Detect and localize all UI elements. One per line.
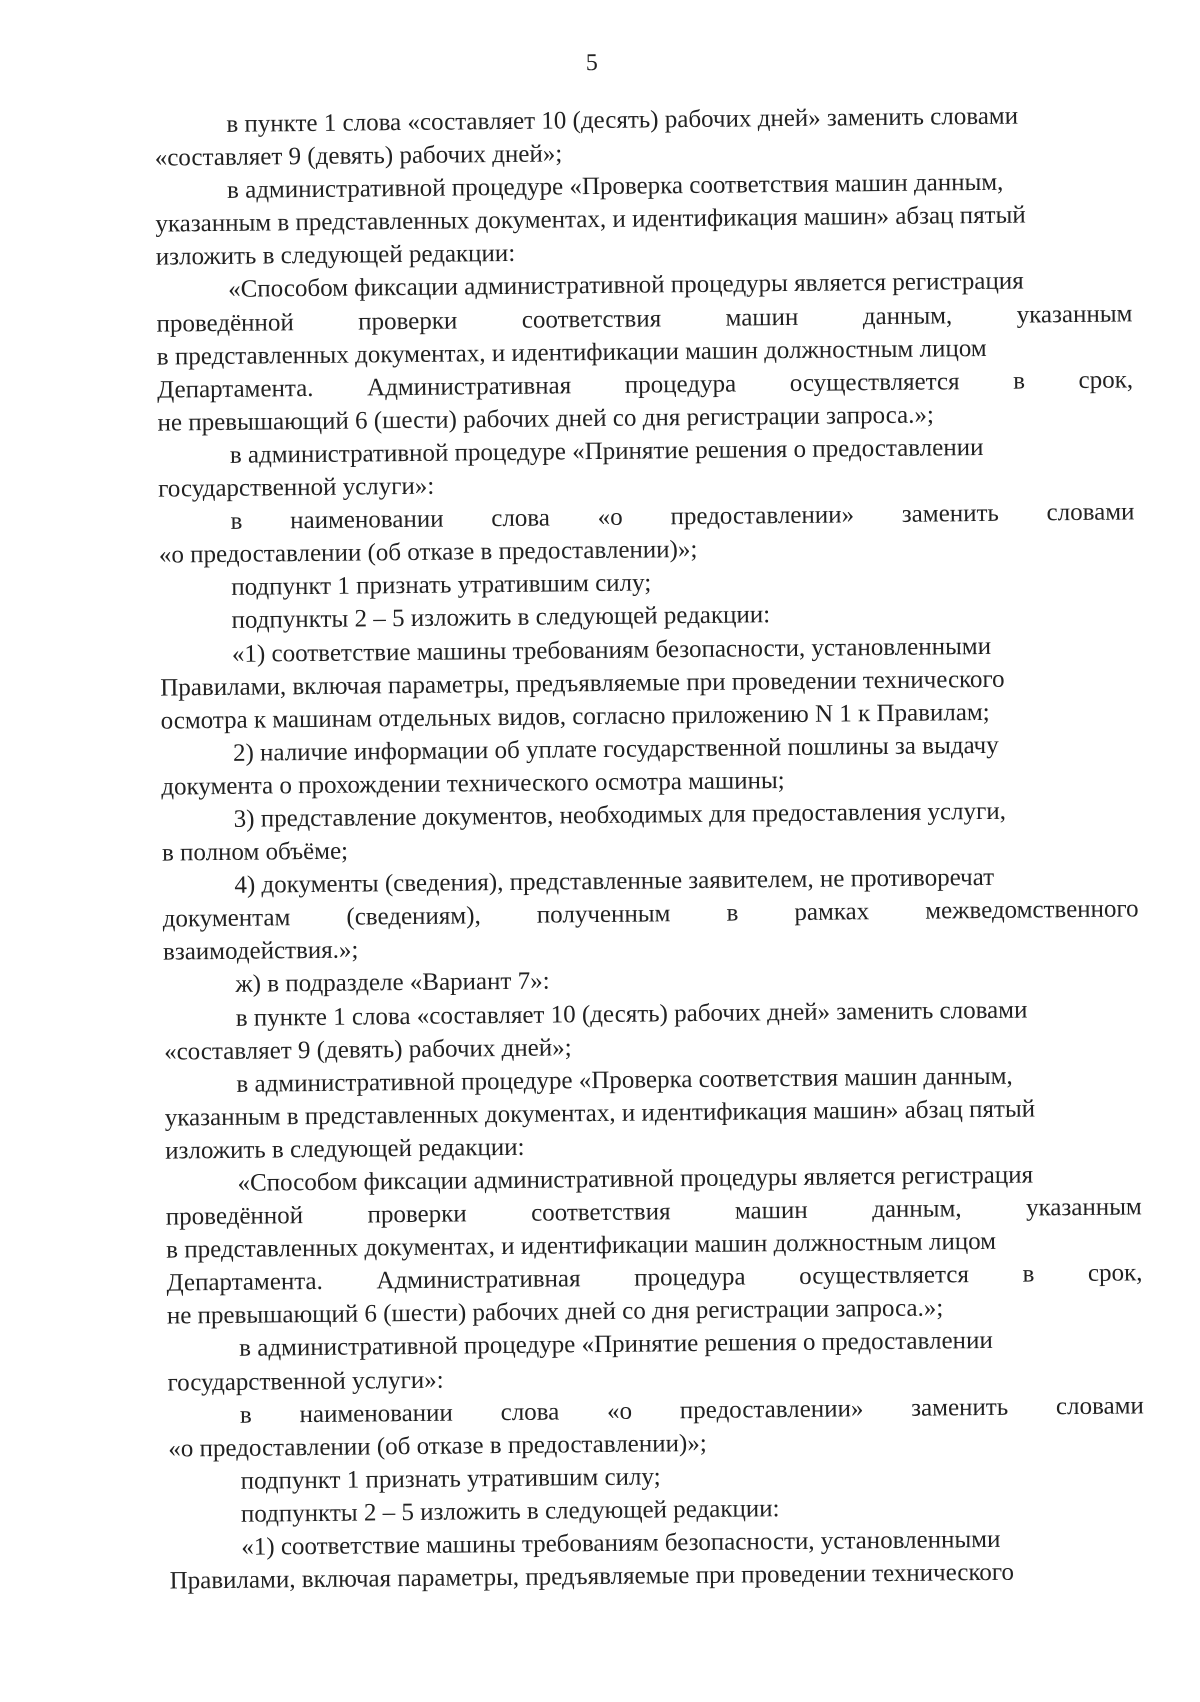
text-line: Правилами, включая параметры, предъявляемые при проведении технического <box>169 1558 1015 1595</box>
text-line: проведённой проверки соответствия машин данным, указанным <box>156 299 1133 338</box>
text-line: «составляет 9 (девять) рабочих дней»; <box>154 140 563 172</box>
text-line: подпункт 1 признать утратившим силу; <box>240 1463 661 1495</box>
text-line: «1) соответствие машины требованиям безопасности, установленными <box>241 1525 1001 1561</box>
text-line: в наименовании слова «о предоставлении» заменить словами <box>230 498 1135 535</box>
text-line: в пункте 1 слова «составляет 10 (десять) рабочих дней» заменить словами <box>226 102 1019 138</box>
text-line: «Способом фиксации административной процедуры является регистрация <box>227 268 1024 304</box>
text-line: в наименовании слова «о предоставлении» заменить словами <box>239 1391 1144 1429</box>
text-line: в административной процедуре «Принятие решения о предоставлении <box>229 433 984 469</box>
text-line: 2) наличие информации об уплате государственной пошлины за выдачу <box>232 731 999 767</box>
text-line: подпункт 1 признать утратившим силу; <box>231 569 652 602</box>
text-line: не превышающий 6 (шести) рабочих дней со дня регистрации запроса.»; <box>157 401 934 437</box>
text-line: изложить в следующей редакции: <box>165 1133 525 1165</box>
text-line: «составляет 9 (девять) рабочих дней»; <box>163 1033 572 1066</box>
text-line: документа о прохождении технического осмотра машины; <box>161 766 785 801</box>
document-body <box>154 98 1146 1597</box>
text-line: 4) документы (сведения), представленные заявителем, не противоречат <box>234 864 995 899</box>
text-line: в административной процедуре «Проверка соответствия машин данным, <box>236 1062 1013 1098</box>
text-line: в представленных документах, и идентификации машин должностным лицом <box>166 1228 997 1264</box>
text-line: подпункты 2 – 5 изложить в следующей редакции: <box>240 1495 780 1528</box>
text-line: в пункте 1 слова «составляет 10 (десять) рабочих дней» заменить словами <box>235 996 1028 1032</box>
text-line: Департамента. Административная процедура осуществляется в срок, <box>157 366 1134 404</box>
text-line: в полном объёме; <box>161 837 349 867</box>
text-line: Департамента. Административная процедура осуществляется в срок, <box>166 1259 1143 1297</box>
text-line: 3) представление документов, необходимых для предоставления услуги, <box>233 797 1007 833</box>
text-line: проведённой проверки соответствия машин данным, указанным <box>165 1193 1142 1231</box>
page-number: 5 <box>585 49 598 77</box>
text-line: в представленных документах, и идентификации машин должностным лицом <box>156 334 987 371</box>
text-line: в административной процедуре «Принятие решения о предоставлении <box>239 1327 993 1363</box>
text-line: Правилами, включая параметры, предъявляемые при проведении технического <box>160 665 1005 702</box>
text-line: государственной услуги»: <box>158 472 435 503</box>
text-line: подпункты 2 – 5 изложить в следующей редакции: <box>231 601 771 635</box>
text-line: «о предоставлении (об отказе в предоставлении)»; <box>168 1429 707 1463</box>
text-line: документам (сведениям), полученным в рамках межведомственного <box>162 895 1139 933</box>
text-line: в административной процедуре «Проверка соответствия машин данным, <box>226 168 1004 205</box>
text-line: осмотра к машинам отдельных видов, согласно приложению N 1 к Правилам; <box>160 698 990 735</box>
text-line: указанным в представленных документах, и идентификация машин» абзац пятый <box>164 1095 1036 1132</box>
text-line: государственной услуги»: <box>167 1366 444 1397</box>
text-line: указанным в представленных документах, и идентификация машин» абзац пятый <box>155 201 1026 238</box>
text-line: не превышающий 6 (шести) рабочих дней со дня регистрации запроса.»; <box>166 1294 944 1330</box>
text-line: «1) соответствие машины требованиям безопасности, установленными <box>231 632 992 668</box>
text-line: «Способом фиксации административной процедуры является регистрация <box>237 1161 1034 1197</box>
text-line: взаимодействия.»; <box>162 936 359 966</box>
text-line: изложить в следующей редакции: <box>155 240 516 271</box>
text-line: ж) в подразделе «Вариант 7»: <box>235 967 550 999</box>
text-line: «о предоставлении (об отказе в предоставлении)»; <box>158 536 698 569</box>
